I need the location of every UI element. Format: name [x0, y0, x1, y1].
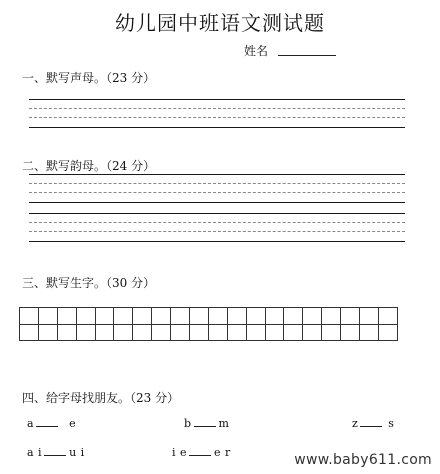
- pair-left: z: [352, 417, 359, 430]
- pair-left: a: [27, 417, 35, 430]
- pair-right: e r: [214, 446, 231, 459]
- grid-cell[interactable]: [227, 308, 246, 325]
- grid-cell[interactable]: [38, 324, 57, 341]
- grid-cell[interactable]: [114, 324, 133, 341]
- grid-cell[interactable]: [341, 308, 360, 325]
- grid-cell[interactable]: [284, 324, 303, 341]
- grid-cell[interactable]: [246, 308, 265, 325]
- pair-left: i e: [172, 446, 188, 459]
- page-title: 幼儿园中班语文测试题: [115, 11, 325, 35]
- grid-cell[interactable]: [227, 324, 246, 341]
- pair-blank[interactable]: [44, 455, 66, 456]
- grid-cell[interactable]: [208, 308, 227, 325]
- grid-cell[interactable]: [190, 324, 209, 341]
- pair-right: m: [218, 417, 230, 430]
- grid-cell[interactable]: [57, 324, 76, 341]
- grid-cell[interactable]: [360, 324, 379, 341]
- grid-cell[interactable]: [95, 324, 114, 341]
- section-heading-4: 四、给字母找朋友。（23 分）: [22, 391, 180, 405]
- grid-cell[interactable]: [76, 308, 95, 325]
- writing-lines-1[interactable]: [29, 99, 405, 130]
- grid-cell[interactable]: [133, 308, 152, 325]
- grid-cell[interactable]: [265, 308, 284, 325]
- pair-blank[interactable]: [360, 426, 382, 427]
- grid-cell[interactable]: [303, 324, 322, 341]
- section-heading-3: 三、默写生字。（30 分）: [22, 276, 156, 290]
- pair-right: s: [388, 417, 395, 430]
- grid-cell[interactable]: [246, 324, 265, 341]
- grid-cell[interactable]: [95, 308, 114, 325]
- grid-cell[interactable]: [76, 324, 95, 341]
- pair-blank[interactable]: [194, 426, 216, 427]
- pair-item-3[interactable]: [352, 417, 394, 430]
- grid-cell[interactable]: [208, 324, 227, 341]
- pair-item-5[interactable]: [172, 446, 231, 459]
- pair-item-2[interactable]: [184, 417, 229, 430]
- grid-row: [20, 308, 398, 325]
- grid-cell[interactable]: [378, 308, 397, 325]
- pair-item-4[interactable]: [27, 446, 85, 459]
- name-blank[interactable]: [278, 55, 336, 56]
- grid-cell[interactable]: [114, 308, 133, 325]
- grid-cell[interactable]: [133, 324, 152, 341]
- grid-cell[interactable]: [171, 324, 190, 341]
- pair-left: a i: [27, 446, 43, 459]
- grid-cell[interactable]: [303, 308, 322, 325]
- pair-blank[interactable]: [36, 426, 58, 427]
- section-heading-1: 一、默写声母。（23 分）: [22, 71, 156, 85]
- grid-cell[interactable]: [190, 308, 209, 325]
- grid-cell[interactable]: [378, 324, 397, 341]
- section-heading-2: 二、默写韵母。（24 分）: [22, 159, 156, 173]
- grid-cell[interactable]: [38, 308, 57, 325]
- pair-right: e: [69, 417, 77, 430]
- writing-lines-2a[interactable]: [29, 174, 405, 205]
- grid-cell[interactable]: [20, 308, 39, 325]
- grid-cell[interactable]: [322, 308, 341, 325]
- grid-row: [20, 324, 398, 341]
- grid-cell[interactable]: [152, 308, 171, 325]
- pair-item-1[interactable]: [27, 417, 76, 430]
- pair-blank[interactable]: [189, 455, 211, 456]
- grid-cell[interactable]: [265, 324, 284, 341]
- site-watermark: www.baby611.com: [294, 452, 432, 468]
- grid-cell[interactable]: [171, 308, 190, 325]
- grid-cell[interactable]: [322, 324, 341, 341]
- pair-right: u i: [69, 446, 85, 459]
- name-label: 姓名: [244, 44, 269, 58]
- grid-cell[interactable]: [341, 324, 360, 341]
- grid-cell[interactable]: [360, 308, 379, 325]
- writing-lines-2b[interactable]: [29, 213, 405, 244]
- grid-cell[interactable]: [284, 308, 303, 325]
- pair-left: b: [184, 417, 192, 430]
- grid-cell[interactable]: [57, 308, 76, 325]
- character-grid[interactable]: [19, 307, 398, 341]
- grid-cell[interactable]: [20, 324, 39, 341]
- grid-cell[interactable]: [152, 324, 171, 341]
